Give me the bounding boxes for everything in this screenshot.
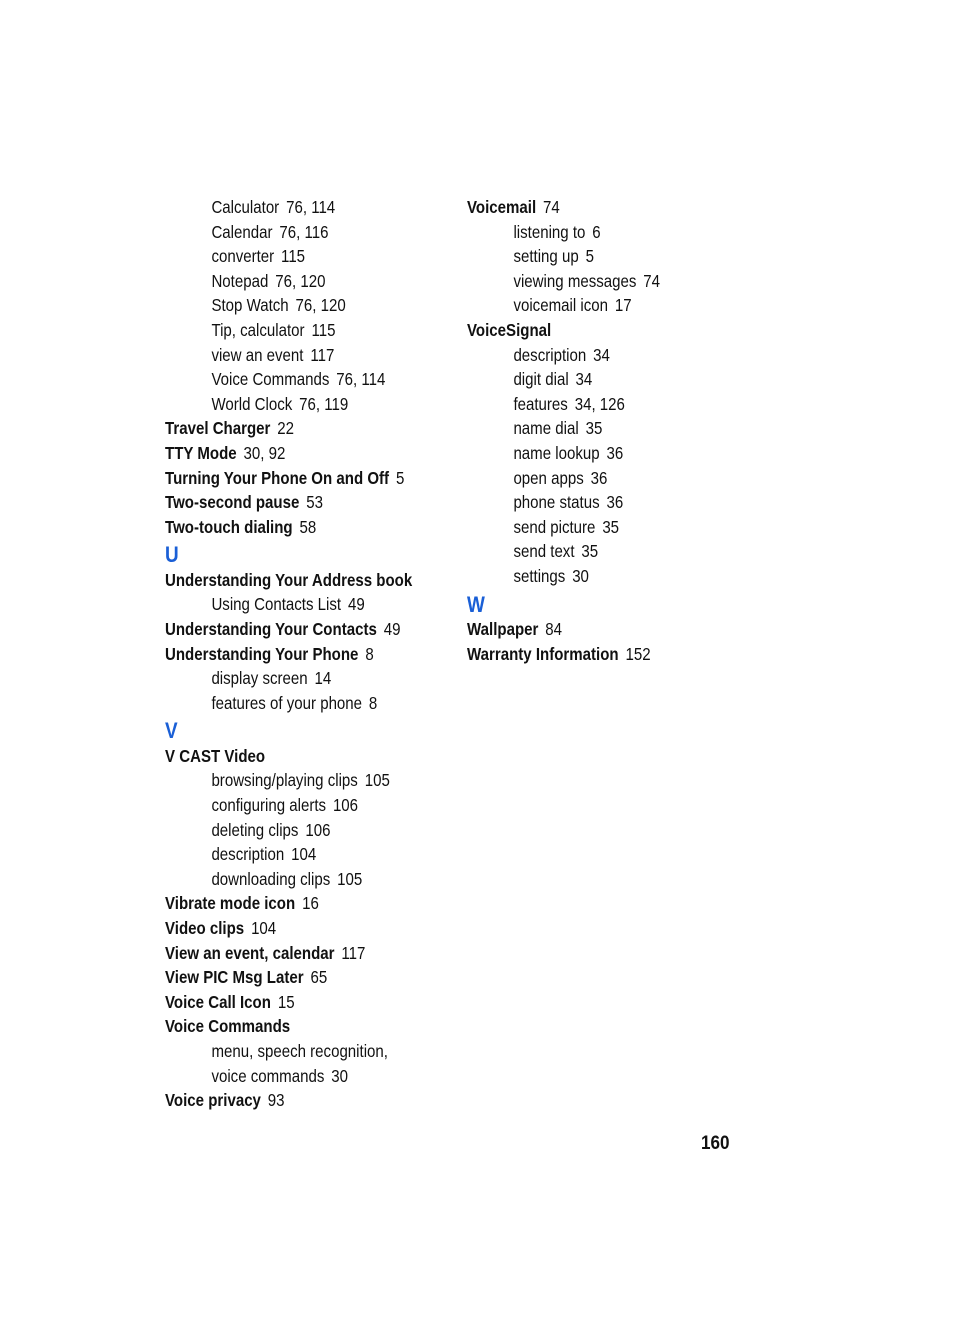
entry-term: Tip, calculator: [211, 319, 305, 340]
entry-term: Stop Watch: [211, 295, 289, 316]
entry-page-numbers: 117: [341, 942, 366, 963]
entry-term: send picture: [513, 516, 596, 537]
entry-term: description: [513, 344, 587, 365]
entry-term: listening to: [513, 221, 586, 242]
entry-page-numbers: 74: [543, 197, 560, 217]
index-subentry-calculator: [165, 195, 414, 220]
index-entry-tty-mode: [165, 441, 414, 466]
index-subentry-send-picture: [467, 515, 716, 540]
entry-term: Voice Commands: [211, 369, 330, 390]
index-column-left: [165, 195, 455, 1113]
index-entry-warranty-information: [467, 642, 716, 667]
entry-term: Voice Call Icon: [165, 991, 271, 1012]
index-subentry-view-an-event: [165, 343, 414, 368]
index-subentry-name-lookup: [467, 441, 716, 466]
index-subentry-display-screen: [165, 666, 414, 691]
entry-term: TTY Mode: [165, 442, 237, 463]
entry-page-numbers: 30, 92: [243, 442, 286, 463]
entry-term: browsing/playing clips: [211, 770, 358, 791]
entry-page-numbers: 49: [347, 594, 365, 615]
entry-page-numbers: 152: [625, 643, 651, 664]
entry-term: name dial: [513, 418, 579, 439]
entry-page-numbers: 93: [267, 1090, 285, 1111]
entry-term: Video clips: [165, 918, 245, 939]
entry-term: Voice Commands: [165, 1016, 291, 1037]
entry-term: downloading clips: [211, 868, 331, 889]
entry-term: deleting clips: [211, 819, 299, 840]
entry-term: setting up: [513, 246, 579, 267]
entry-page-numbers: 104: [251, 918, 277, 939]
index-subentry-voice-commands: [165, 367, 414, 392]
index-subentry-phone-status: [467, 490, 716, 515]
entry-page-numbers: 36: [590, 467, 608, 488]
index-entry-understanding-your-address-book: [165, 568, 414, 593]
entry-term: open apps: [513, 467, 584, 488]
entry-term: viewing messages: [513, 270, 637, 291]
entry-term: Understanding Your Contacts: [165, 619, 377, 639]
entry-term: Voice privacy: [165, 1090, 261, 1111]
entry-page-numbers: 34, 126: [574, 393, 625, 414]
index-entry-vibrate-mode-icon: [165, 891, 414, 916]
entry-term: Calendar: [211, 221, 273, 242]
index-entry-voicesignal: [467, 318, 716, 343]
entry-page-numbers: 14: [314, 668, 332, 689]
entry-page-numbers: 15: [277, 991, 295, 1012]
entry-term: Turning Your Phone On and Off: [165, 467, 390, 488]
entry-page-numbers: 105: [337, 868, 363, 889]
index-subentry-description: [467, 343, 716, 368]
index-subentry-calendar: [165, 220, 414, 245]
entry-term: configuring alerts: [211, 795, 327, 816]
entry-page-numbers: 65: [310, 967, 328, 988]
index-entry-wallpaper: [467, 617, 716, 642]
entry-page-numbers: 53: [306, 492, 323, 513]
entry-term: VoiceSignal: [467, 319, 552, 340]
index-letter-v: V: [165, 718, 178, 744]
entry-term: send text: [513, 541, 575, 562]
entry-page-numbers: 5: [585, 246, 594, 267]
entry-term: V CAST Video: [165, 745, 266, 766]
index-entry-voicemail: [467, 195, 716, 220]
index-subentry-browsing-playing-clips: [165, 768, 414, 793]
index-entry-understanding-your-phone: [165, 642, 414, 667]
entry-page-numbers: 76, 114: [286, 197, 336, 217]
entry-page-numbers: 115: [311, 319, 336, 340]
index-column-right: [467, 195, 757, 666]
entry-term: Travel Charger: [165, 418, 271, 439]
entry-term: view an event: [211, 344, 304, 365]
entry-page-numbers: 84: [545, 619, 562, 639]
entry-page-numbers: 117: [310, 344, 335, 365]
entry-term: display screen: [211, 668, 308, 689]
entry-term: features of your phone: [211, 692, 363, 713]
entry-page-numbers: 6: [592, 221, 601, 242]
entry-page-numbers: 22: [277, 418, 295, 439]
page-number: 160: [701, 1133, 730, 1154]
index-subentry-settings: [467, 564, 716, 589]
index-entry-two-touch-dialing: [165, 515, 414, 540]
index-subentry-notepad: [165, 269, 414, 294]
entry-term: Understanding Your Phone: [165, 643, 359, 664]
entry-term: voicemail icon: [513, 295, 608, 316]
entry-term: Using Contacts List: [211, 594, 342, 615]
index-subentry-open-apps: [467, 466, 716, 491]
entry-page-numbers: 76, 114: [336, 369, 386, 390]
index-subentry-tip-calculator: [165, 318, 414, 343]
entry-page-numbers: 36: [606, 442, 624, 463]
index-subentry-downloading-clips: [165, 867, 414, 892]
entry-page-numbers: 49: [383, 619, 401, 639]
entry-page-numbers: 17: [614, 295, 632, 316]
entry-page-numbers: 115: [281, 246, 306, 267]
entry-page-numbers: 5: [395, 467, 405, 488]
entry-term: Voicemail: [467, 197, 537, 217]
index-subentry-name-dial: [467, 416, 716, 441]
entry-page-numbers: 35: [585, 418, 603, 439]
entry-term: settings: [513, 565, 566, 586]
entry-term: features: [513, 393, 568, 414]
entry-term: Two-second pause: [165, 492, 300, 513]
entry-page-numbers: 16: [302, 893, 319, 914]
entry-page-numbers: 104: [291, 844, 317, 865]
index-subentry-digit-dial: [467, 367, 716, 392]
entry-term: voice commands: [211, 1065, 325, 1086]
entry-term: name lookup: [513, 442, 600, 463]
index-entry-travel-charger: [165, 416, 414, 441]
entry-page-numbers: 8: [365, 643, 374, 664]
entry-page-numbers: 76, 120: [295, 295, 346, 316]
index-entry-voice-call-icon: [165, 990, 414, 1015]
entry-term: digit dial: [513, 369, 569, 390]
entry-page-numbers: 36: [606, 492, 624, 513]
index-subentry-features: [467, 392, 716, 417]
entry-page-numbers: 58: [299, 516, 317, 537]
entry-term: View PIC Msg Later: [165, 967, 304, 988]
entry-page-numbers: 35: [602, 516, 620, 537]
index-subentry-using-contacts-list: [165, 592, 414, 617]
entry-page-numbers: 8: [368, 692, 378, 713]
index-letter-w: W: [467, 591, 485, 617]
index-entry-understanding-your-contacts: [165, 617, 414, 642]
entry-page-numbers: 34: [593, 344, 610, 365]
entry-term: World Clock: [211, 393, 293, 414]
index-subentry-viewing-messages: [467, 269, 716, 294]
index-entry-v-cast-video: [165, 744, 414, 769]
index-subentry-stop-watch: [165, 293, 414, 318]
index-entry-two-second-pause: [165, 490, 414, 515]
index-subentry-voice-commands: [165, 1064, 414, 1089]
entry-page-numbers: 30: [331, 1065, 348, 1086]
index-entry-video-clips: [165, 916, 414, 941]
entry-term: Vibrate mode icon: [165, 893, 296, 914]
entry-term: Two-touch dialing: [165, 516, 293, 537]
entry-term: phone status: [513, 492, 600, 513]
index-subentry-setting-up: [467, 244, 716, 269]
entry-term: Notepad: [211, 270, 269, 291]
index-subentry-menu-speech-recognition: [165, 1039, 414, 1064]
index-subentry-deleting-clips: [165, 818, 414, 843]
entry-page-numbers: 106: [332, 795, 359, 816]
entry-term: Warranty Information: [467, 643, 619, 664]
index-entry-voice-commands: [165, 1014, 414, 1039]
entry-page-numbers: 74: [643, 270, 661, 291]
entry-page-numbers: 76, 119: [299, 393, 349, 414]
entry-term: View an event, calendar: [165, 942, 335, 963]
entry-page-numbers: 35: [581, 541, 599, 562]
entry-term: description: [211, 844, 285, 865]
index-subentry-description: [165, 842, 414, 867]
index-subentry-send-text: [467, 539, 716, 564]
entry-page-numbers: 76, 116: [279, 221, 329, 242]
index-entry-turning-your-phone-on-and-off: [165, 466, 414, 491]
entry-page-numbers: 106: [305, 819, 331, 840]
index-subentry-converter: [165, 244, 414, 269]
entry-page-numbers: 30: [572, 565, 589, 586]
index-entry-view-pic-msg-later: [165, 965, 414, 990]
index-subentry-configuring-alerts: [165, 793, 414, 818]
entry-term: Calculator: [211, 197, 280, 217]
entry-term: Wallpaper: [467, 619, 539, 639]
entry-page-numbers: 105: [364, 770, 390, 791]
index-entry-voice-privacy: [165, 1088, 414, 1113]
index-subentry-world-clock: [165, 392, 414, 417]
entry-page-numbers: 34: [575, 369, 593, 390]
index-subentry-voicemail-icon: [467, 293, 716, 318]
entry-term: converter: [211, 246, 275, 267]
index-subentry-features-of-your-phone: [165, 691, 414, 716]
entry-term: Understanding Your Address book: [165, 569, 413, 590]
index-letter-u: U: [165, 542, 179, 568]
entry-term: menu, speech recognition,: [211, 1041, 388, 1061]
entry-page-numbers: 76, 120: [275, 270, 326, 291]
index-entry-view-an-event-calendar: [165, 941, 414, 966]
index-subentry-listening-to: [467, 220, 716, 245]
